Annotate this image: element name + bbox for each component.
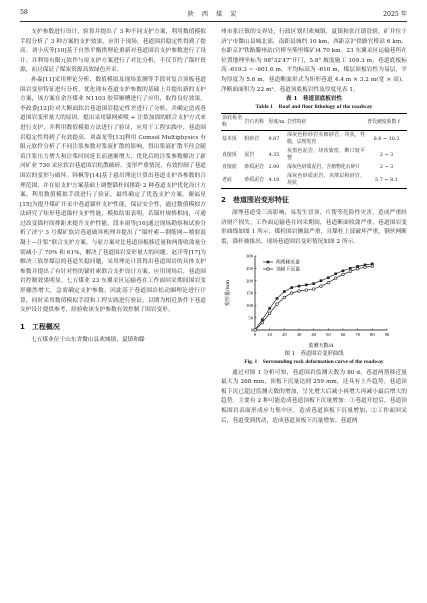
data-point	[364, 265, 367, 268]
x-tick-label: 0	[253, 331, 257, 337]
table-header: 顶底板名称	[221, 114, 243, 131]
table-cell: 9.87	[268, 135, 280, 142]
paragraph: 州市张汪镇的交界处，行政区划归欢城镇，夏镇和张汪镇管辖。矿井位于济宁市微山县城北部，南距县城约 10 km，西距京沪铁路官桥站 6 km，东距京沪铁路滕州站(官桥至柴里煤矿)4.70 km。23 东翼采区运输巷所在位置地理坐标为 98°32′47″开门，5.8° 坡度施工 109.3 m，巷道底板标高 -619.3 ~ -601.6 m，平均标高为 -610 m，煤层顶板岩性为易层，平均厚度为 5.6 m，巷道断面形式为矩形巷道 4.4 m × 3.2 m(宽 × 高)，净断面面积为 22 m²。巷道顶底板岩性及厚度见表 1。	[221, 29, 407, 93]
data-point	[254, 328, 257, 331]
journal-name: 陕 西 煤 炭	[187, 11, 240, 18]
data-point	[349, 267, 352, 270]
data-point	[320, 284, 323, 287]
table-cell: 深灰色粉砂岩夹细砂岩，块状，性脆，层理发育	[287, 132, 366, 146]
publication-year: 2025 年	[383, 11, 407, 18]
data-point	[298, 289, 301, 292]
table-row	[221, 172, 407, 189]
table-cell: 基本顶	[222, 135, 237, 142]
table-cell: 泥岩	[244, 151, 255, 158]
data-point	[290, 286, 293, 289]
series-line	[255, 266, 372, 330]
table-caption-en: Table 1 Roof and floor lithology of the roadway	[255, 104, 373, 111]
x-tick-label: 30	[296, 331, 302, 337]
series-line	[255, 263, 372, 329]
table-cell: 2 ~ 3	[379, 164, 394, 171]
y-tick-label: 150	[246, 290, 253, 296]
figure-caption-en: Fig. 1 Surrounding rock deformation curve of the roadway	[244, 358, 384, 365]
table-header: 厚度/m	[267, 114, 286, 131]
table-header: 岩石名称	[243, 114, 267, 131]
data-point	[334, 276, 337, 279]
section-heading: 1 工程概况	[20, 322, 60, 331]
table-cell: 2 ~ 3	[379, 151, 394, 158]
left-column	[20, 28, 206, 345]
y-tick-label: 200	[246, 277, 253, 283]
table-cell: 砂质泥岩	[243, 172, 267, 189]
x-tick-label: 10	[267, 331, 272, 337]
table-row	[221, 131, 407, 148]
table-caption: 表 1 巷道顶底板岩性	[285, 96, 343, 103]
data-point	[283, 290, 286, 293]
x-tick-label: 50	[326, 331, 331, 337]
legend-label: 两帮移近量	[276, 260, 300, 266]
table-cell: 4.10	[267, 172, 286, 189]
figure-caption: 图 1 巷道围岩变形曲线	[284, 350, 344, 357]
y-tick-label: 250	[246, 265, 253, 271]
data-point	[349, 270, 352, 273]
lithology-table	[221, 113, 407, 189]
data-point	[305, 283, 308, 286]
data-point	[312, 287, 315, 290]
data-point	[356, 267, 359, 270]
chart-svg	[221, 250, 407, 350]
table-cell: 粉砂岩	[244, 135, 259, 142]
data-point	[312, 282, 315, 285]
data-point	[290, 291, 293, 294]
x-tick-label: 60	[340, 331, 346, 337]
legend-marker	[267, 267, 270, 270]
header-rule	[20, 21, 407, 22]
paragraph: 深埋巷道受三高影响，易发生冒顶、片帮等危险性灾害，造成严重经济财产损失。工作面运输巷在回采期间，巷道断面收敛严重，巷道围岩变形曲线如图 1 所示。煤柱围岩侧鼓严重，且煤柱上部破坏严重，钢丝网断裂，锚杆被拔出。现场巷道围岩变形情况如图 2 所示。	[221, 210, 407, 245]
y-tick-label: 100	[246, 302, 253, 308]
data-point	[283, 296, 286, 299]
section-heading: 2 巷道围岩变形特征	[221, 196, 289, 205]
table-row	[221, 163, 407, 172]
paragraph: 七五煤业位于山东省微山县欢城镇、夏镇和滕	[31, 336, 145, 343]
data-point	[327, 281, 330, 284]
legend-label: 顶板下沉量	[276, 267, 300, 273]
table-cell: 2.90	[268, 164, 280, 171]
data-point	[261, 321, 264, 324]
deformation-chart	[221, 250, 407, 350]
x-tick-label: 40	[311, 331, 316, 337]
data-point	[342, 273, 345, 276]
table-cell: 深灰色砂质泥岩，含植物化石碎片	[287, 164, 361, 171]
table-cell: 5.7 ~ 8.1	[366, 172, 407, 189]
table-cell: 4.35	[268, 151, 280, 158]
data-point	[261, 318, 264, 321]
table-cell: 直接顶	[222, 151, 237, 158]
x-tick-label: 70	[355, 331, 360, 337]
x-tick-label: 80	[370, 331, 375, 337]
data-point	[268, 311, 271, 314]
table-header: 岩性特征	[286, 114, 366, 131]
table-cell: 直接底	[222, 164, 237, 171]
table-cell: 深灰色砂质泥岩，夹薄层粉砂岩，块状	[286, 172, 366, 189]
page-number: 58	[20, 9, 28, 16]
x-tick-label: 20	[282, 331, 287, 337]
data-point	[276, 302, 279, 305]
y-tick-label: 50	[248, 314, 253, 320]
data-point	[342, 269, 345, 272]
data-point	[320, 279, 323, 282]
data-point	[268, 307, 271, 310]
data-point	[298, 284, 301, 287]
legend-marker	[267, 260, 270, 263]
page-header	[20, 9, 407, 21]
x-axis-label: 监测天数/d	[308, 342, 334, 349]
y-axis-label: 变形量/mm	[225, 279, 231, 306]
data-point	[305, 288, 308, 291]
table-header: 普氏硬度系数 f	[366, 114, 407, 131]
paragraph: 支护参数进行设计，验算并提出了 3 种不同支护方案，利用数值模拟手段分析了 3 种方案的支护效果，应用于现场，巷道围岩稳定性得到了提高。刘小庆等[10]基于自然平衡拱理论重新对巷道围岩支护参数进行了设计，并利用有限元软件与原支护方案进行了对比分析，不仅节约了锚杆资源，而且保证了煤炭资源高效绿色开采。	[20, 29, 206, 74]
y-tick-label: 300	[246, 253, 253, 259]
data-point	[334, 272, 337, 275]
data-point	[371, 264, 374, 267]
table-cell: 砂质泥岩	[244, 164, 264, 171]
table-cell: 老底	[221, 172, 243, 189]
x-tick-label: 90	[384, 331, 390, 337]
paragraph: 孙淼[11]采用理论分析、数值模拟及现场监测等手段对复合顶板巷道围岩变形特征进行分析，优化现有巷道支护参数的基础上并提出新的支护方案，该方案在余吾煤业 N1103 胶带顺槽进行了应用，取得良好效果。李政委[12]针对大断面软岩巷道围岩稳定性差进行了分析，并确定造成巷道围岩变形量大的原因，提出采用锚网索喷 + 注浆加固的联合支护方式来进行支护，并利用数值模拟方法进行了验证，应用于工程实践中，巷道围岩稳定性得到了有效提高。刘森龙等[13]利用 Comsol Multiphysics 有限元软件分析了不同注浆参数对浆液扩散的影响，得出浆液扩散半径会随着注浆压力增大和注浆时间延长而逐渐增大，优化后的注浆参数解决了新河矿业 730 采区软岩巷道围岩松散破碎、变形严重情况，有效控制了巷道围岩的变形与破坏。韩枫等[14]基于悬吊理论计算出巷道支护各参数的合理范围，并在原支护方案基础上调整锚杆间排距 2 种巷道支护优化设计方案，利用数值模拟手段进行了验证，最终确定了优选支护方案。谢福星[15]为提升煤矿开采中巷道锚杆支护性能，保证安全性，通过数值模拟方法研究了矩形巷道锚杆支护性能，模拟结果表明，若锚杆规格相同，可通过改变锚杆间排距来提升支护性能。段本雨等[16]通过现场勘察和试验分析了济宁 3 号煤矿软岩巷道破坏机理并提出了“锚杆索—钢筋网—喷射混凝土—注浆”联合支护方案，与原方案对比巷道顶板移近量和两帮收敛量分别减小了 70% 和 61%，解决了巷道围岩变形量大的问题。赵洋等[17]为解决三软厚煤层的巷道失稳问题，采用理论计算得出巷道围岩的具体支护参数并提出了有针对性的锚杆索联合支护设计方案。应用现场后，巷道围岩控制效果明显。七五煤业 23 东翼采区运输巷在工作面回采期间围岩变形骤然增大，急需确定支护参数，因此基于巷道围岩松动圈理论进行计算，同时采用数值模拟手段和工程实践进行验证，以期为相近条件下巷道支护设计提供参考，经验收该支护参数有效控制了围岩变形。	[20, 76, 206, 314]
paragraph: 通过对图 1 分析可知，巷道围岩监测天数为 80 d，巷道两帮移近量最大为 268 mm，顶板下沉量达到 259 mm，还具有上升趋势。巷道顶板下沉已超过监测天数的增加，呈先增大后减小再增大再减小最后增大的趋势。主要有 2 种可能造成巷道顶板下沉量增加：①巷道开挖后，巷道顶板围岩表面形成应力集中区，造成巷道顶板下沉量增加；②工作面回采后，巷道受到扰动，造成巷道顶板下沉量增加。巷道两	[221, 369, 407, 424]
data-point	[276, 297, 279, 300]
data-point	[327, 276, 330, 279]
y-tick-label: 0	[250, 327, 253, 333]
table-cell: 8.8 ~ 10.2	[373, 135, 400, 142]
table-cell: 灰黑色泥岩，块状致密，断口较平整	[287, 148, 366, 162]
table-row	[221, 147, 407, 163]
right-column	[221, 28, 407, 426]
